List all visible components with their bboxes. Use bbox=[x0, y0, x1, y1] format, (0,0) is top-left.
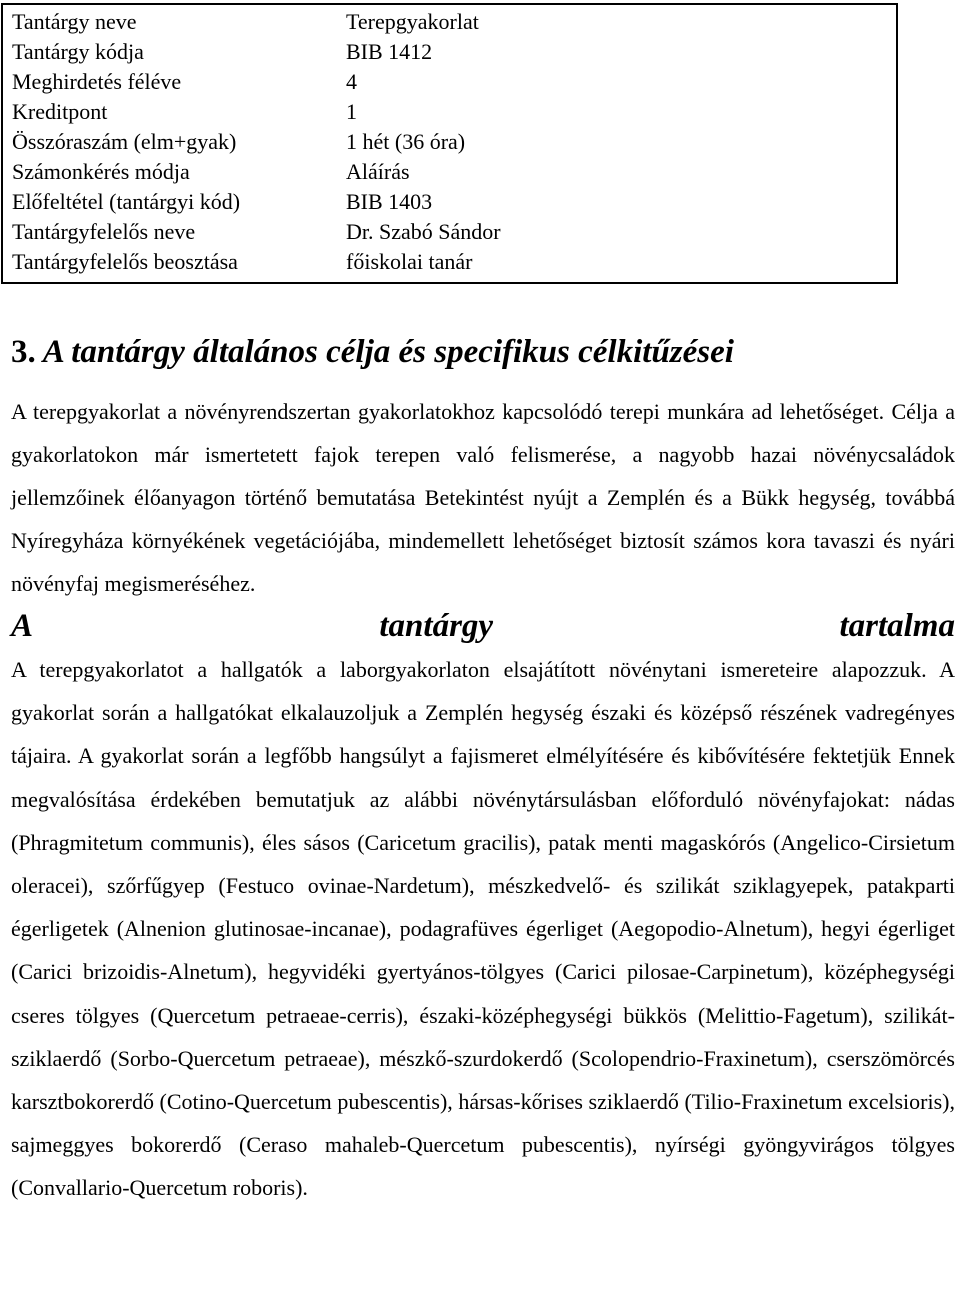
row-label: Összóraszám (elm+gyak) bbox=[12, 129, 237, 154]
row-label: Tantárgyfelelős beosztása bbox=[12, 249, 238, 274]
row-value: Dr. Szabó Sándor bbox=[346, 219, 501, 244]
row-value: 1 bbox=[346, 99, 357, 124]
table-row bbox=[2, 127, 897, 157]
table-row bbox=[2, 247, 897, 283]
table-row bbox=[2, 187, 897, 217]
table-row bbox=[2, 157, 897, 187]
row-label: Kreditpont bbox=[12, 99, 108, 124]
objectives-paragraph: A terepgyakorlat a növényrendszertan gyakorlatokhoz kapcsolódó terepi munkára ad lehetőséget. Célja a gyakorlatokon már ismertetett fajok terepen való felismerése, a nagyobb hazai növénycsaládok jellemzőinek élőanyagon történő bemutatása Betekintést nyújt a Zemplén és a Bükk hegység, továbbá Nyíregyháza környékének vegetációjába, mindemellett lehetőséget biztosít számos kora tavaszi és nyári növényfaj megismeréséhez. bbox=[11, 399, 955, 596]
row-label: Előfeltétel (tantárgyi kód) bbox=[12, 189, 241, 214]
table-row bbox=[2, 217, 897, 247]
row-label: Meghirdetés féléve bbox=[12, 69, 182, 94]
content-heading-word: A bbox=[11, 608, 34, 644]
content-heading bbox=[11, 605, 955, 648]
content-paragraph: A terepgyakorlatot a hallgatók a laborgyakorlaton elsajátított növénytani ismereteire alapozzuk. A gyakorlat során a hallgatókat elkalauzoljuk a Zemplén hegység északi és középső részének vadregényes tájaira. A gyakorlat során a legfőbb hangsúlyt a fajismeret elmélyítésére és kibővítésére fektetjük Ennek megvalósítása érdekében bemutatjuk az alábbi növénytársulásban előforduló növényfajokat: nádas (Phragmitetum communis), éles sásos (Caricetum gracilis), patak menti magaskórós (Angelico-Cirsietum oleracei), szőrfűgyep (Festuco ovinae-Nardetum), mészkedvelő- és szilikát sziklagyepek, patakparti égerligetek (Alnenion glutinosae-incanae), podagrafüves égerliget (Aegopodio-Alnetum), hegyi égerliget (Carici brizoidis-Alnetum), hegyvidéki gyertyános-tölgyes (Carici pilosae-Carpinetum), középhegységi cseres tölgyes (Quercetum petraeae-cerris), északi-középhegységi bükkös (Melittio-Fagetum), szilikát-sziklaerdő (Sorbo-Quercetum petraeae), mészkő-szurdokerdő (Scolopendrio-Fraxinetum), cserszömörcés karsztbokorerdő (Cotino-Quercetum pubescentis), hársas-kőrises sziklaerdő (Tilio-Fraxinetum excelsioris), sajmeggyes bokorerdő (Ceraso mahaleb-Quercetum pubescentis), nyírségi gyöngyvirágos tölgyes (Convallario-Quercetum roboris). bbox=[11, 657, 955, 1201]
row-label: Számonkérés módja bbox=[12, 159, 190, 184]
table-row bbox=[2, 97, 897, 127]
table-row bbox=[2, 37, 897, 67]
table-row bbox=[2, 4, 897, 37]
row-value: 1 hét (36 óra) bbox=[346, 129, 466, 154]
content-heading-word: tantárgy bbox=[379, 608, 494, 644]
section-number: 3. bbox=[11, 334, 36, 370]
section-heading bbox=[11, 332, 955, 372]
row-label: Tantárgy kódja bbox=[12, 39, 144, 64]
document-body bbox=[11, 332, 955, 1210]
row-value: Terepgyakorlat bbox=[346, 9, 479, 34]
row-value: BIB 1403 bbox=[346, 189, 433, 214]
row-value: 4 bbox=[346, 69, 357, 94]
row-label: Tantárgy neve bbox=[12, 9, 137, 34]
table-row bbox=[2, 67, 897, 97]
row-value: főiskolai tanár bbox=[346, 249, 473, 274]
course-info-table bbox=[1, 3, 898, 284]
row-value: BIB 1412 bbox=[346, 39, 433, 64]
row-label: Tantárgyfelelős neve bbox=[12, 219, 196, 244]
section-title: A tantárgy általános célja és specifikus célkitűzései bbox=[42, 334, 734, 370]
row-value: Aláírás bbox=[346, 159, 410, 184]
content-heading-word: tartalma bbox=[839, 608, 955, 644]
